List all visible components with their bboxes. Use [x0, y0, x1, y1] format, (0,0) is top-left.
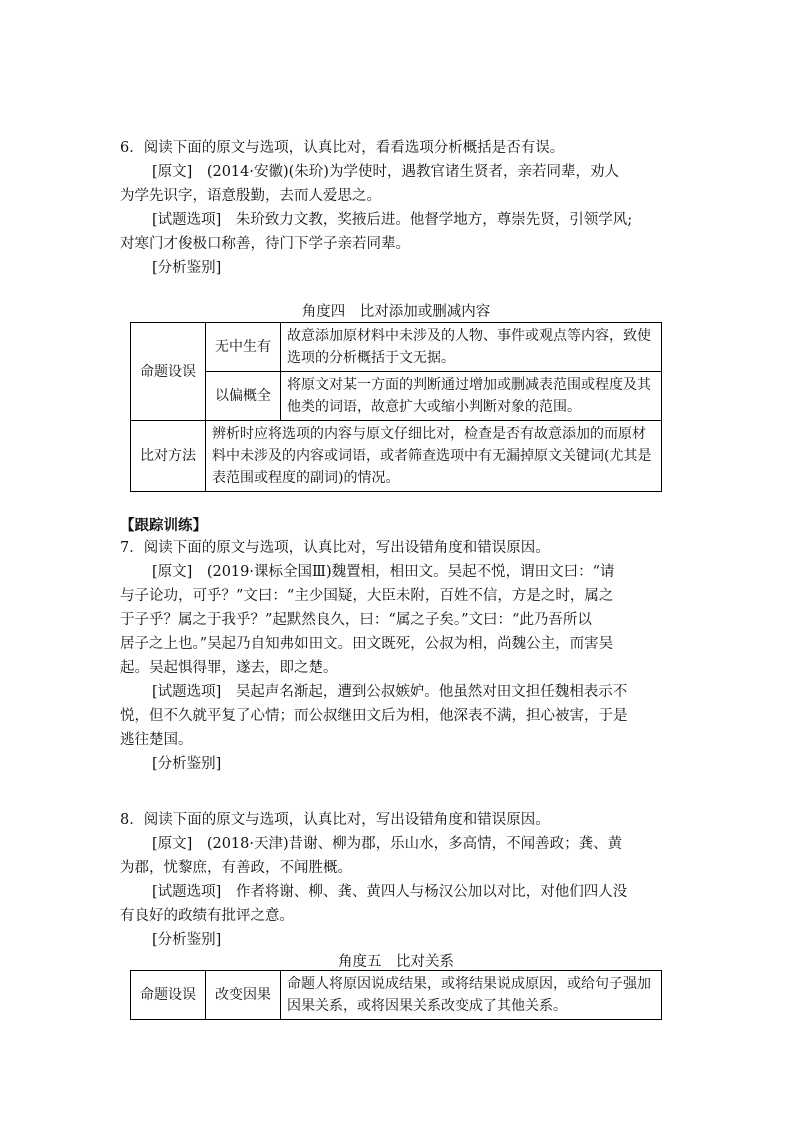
section-heading: 【跟踪训练】	[120, 517, 207, 534]
q6-option-text-cont: 对寒门才俊极口称善，待门下学子亲若同辈。	[120, 236, 410, 252]
q7-original-text-cont: 居子之上也。”吴起乃自知弗如田文。田文既死，公叔为相，尚魏公主，而害吴	[120, 636, 614, 652]
table4-cell-type: 以偏概全	[206, 372, 281, 421]
q8-original-text-cont: 为郡，忧黎庶，有善政，不闻胜概。	[120, 860, 352, 876]
table4-cell-desc: 故意添加原材料中未涉及的人物、事件或观点等内容，致使选项的分析概括于文无据。	[281, 323, 662, 372]
q6-original-text: [原文] (2014·安徽)(朱玠)为学使时，遇教官诸生贤者，亲若同辈，劝人	[152, 164, 619, 180]
table5-cell-type: 改变因果	[206, 971, 281, 1020]
q7-option-text: [试题选项] 吴起声名渐起，遭到公叔嫉妒。他虽然对田文担任魏相表示不	[152, 684, 628, 700]
table4-cell-desc: 将原文对某一方面的判断通过增加或删减表范围或程度及其他类的词语，故意扩大或缩小判断对象的范围。	[281, 372, 662, 421]
q8-original-text: [原文] (2018·天津)昔谢、柳为郡，乐山水，多高情，不闻善政；龚、黄	[152, 836, 623, 852]
q7-prompt: 7．阅读下面的原文与选项，认真比对，写出设错角度和错误原因。	[120, 540, 550, 556]
table5-cell-category: 命题设误	[131, 971, 206, 1020]
q7-option-text-cont: 逃往楚国。	[120, 732, 193, 748]
table-row	[131, 372, 662, 421]
q7-original-text-cont: 于子乎？属之于我乎？”起默然良久，曰：“属之子矣。”文曰：“此乃吾所以	[120, 612, 592, 628]
table4-cell-category: 命题设误	[131, 323, 206, 421]
q7-analysis-label: [分析鉴别]	[152, 756, 222, 772]
q6-original-text-cont: 为学先识字，语意殷勤，去而人爱思之。	[120, 188, 381, 204]
table4	[130, 322, 662, 492]
q6-prompt: 6．阅读下面的原文与选项，认真比对，看看选项分析概括是否有误。	[120, 140, 565, 156]
table5	[130, 970, 662, 1020]
q7-option-text-cont: 悦，但不久就平复了心情；而公叔继田文后为相，他深表不满，担心被害，于是	[120, 708, 628, 724]
q8-analysis-label: [分析鉴别]	[152, 932, 222, 948]
table4-cell-category: 比对方法	[131, 421, 206, 492]
q6-analysis-label: [分析鉴别]	[152, 260, 222, 276]
table-row	[131, 971, 662, 1020]
q7-original-text-cont: 起。吴起惧得罪，遂去，即之楚。	[120, 660, 338, 676]
table-row	[131, 421, 662, 492]
table4-cell-method: 辨析时应将选项的内容与原文仔细比对，检查是否有故意添加的而原材料中未涉及的内容或词语，或者筛查选项中有无漏掉原文关键词(尤其是表范围或程度的副词)的情况。	[206, 421, 662, 492]
q7-original-text: [原文] (2019·课标全国Ⅲ)魏置相，相田文。吴起不悦，谓田文曰：“请	[152, 564, 615, 580]
table4-title: 角度四 比对添加或删减内容	[301, 304, 491, 320]
q6-option-text: [试题选项] 朱玠致力文教，奖掖后进。他督学地方，尊崇先贤，引领学风;	[152, 212, 633, 228]
table5-cell-desc: 命题人将原因说成结果，或将结果说成原因，或给句子强加因果关系，或将因果关系改变成了其他关系。	[281, 971, 662, 1020]
table5-title: 角度五 比对关系	[338, 954, 454, 970]
q7-original-text-cont: 与子论功，可乎？”文曰：“主少国疑，大臣未附，百姓不信，方是之时，属之	[120, 588, 614, 604]
table4-cell-type: 无中生有	[206, 323, 281, 372]
q8-option-text-cont: 有良好的政绩有批评之意。	[120, 908, 294, 924]
q8-option-text: [试题选项] 作者将谢、柳、龚、黄四人与杨汉公加以对比，对他们四人没	[152, 884, 628, 900]
table-row	[131, 323, 662, 372]
q8-prompt: 8．阅读下面的原文与选项，认真比对，写出设错角度和错误原因。	[120, 812, 550, 828]
